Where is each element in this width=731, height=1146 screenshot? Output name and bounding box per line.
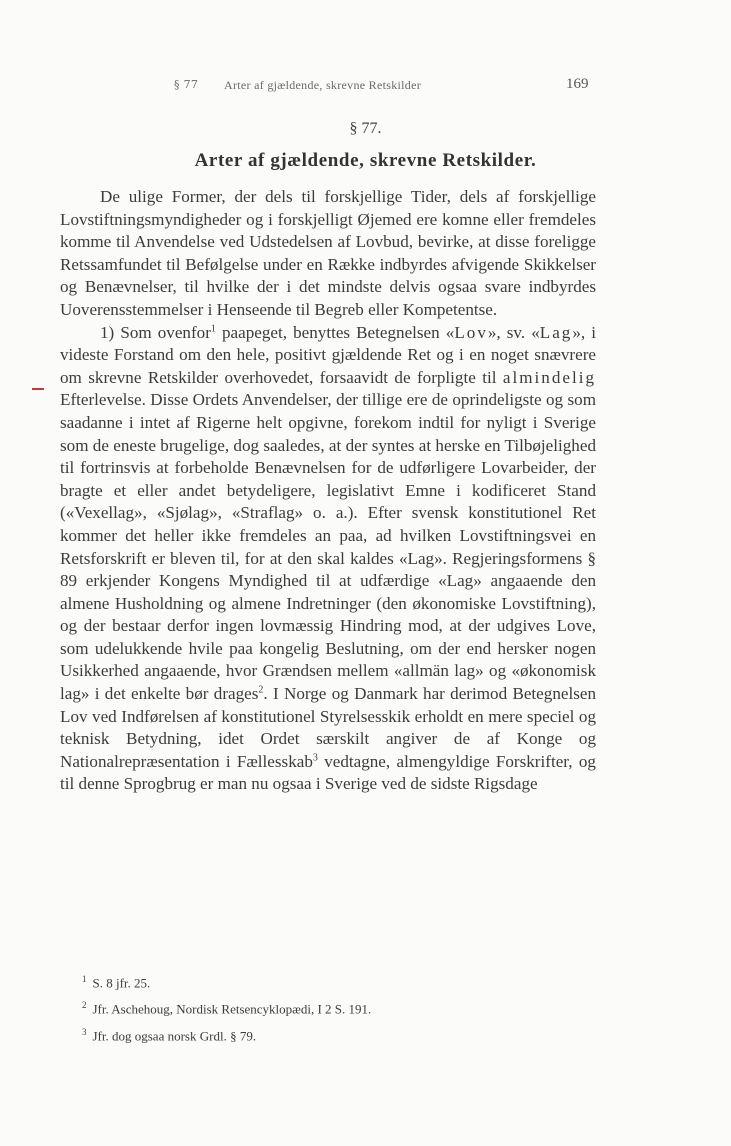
footnote — [82, 968, 582, 994]
term-lov: Lov — [454, 322, 488, 342]
footnotes — [82, 968, 582, 1047]
running-head-section: § 77 — [174, 78, 199, 91]
footnote — [82, 994, 582, 1020]
footnote-mark: 1 — [82, 974, 87, 984]
text-run: vedtagne, almengyldige Forskrifter, og til denne Sprogbrug er man nu ogsaa i Sverige ved de sidste Rigsdage — [60, 751, 596, 794]
text-run: », i videste Forstand om den hele, positivt gjældende Ret og i en noget snævrere om skrevne Retskilder overhovedet, forsaavidt de forpligte til — [60, 322, 597, 387]
text-run: », sv. « — [487, 322, 540, 342]
footnote-text: S. 8 jfr. 25. — [92, 975, 151, 991]
margin-mark — [32, 388, 44, 390]
paragraph-1: De ulige Former, der dels til forskjellige Tider, dels af forskjellige Lovstiftningsmyndigheder og i forskjelligt Øjemed ere komne eller fremdeles komme til Anvendelse ved Udstedelsen af Lovbud, bevirke, at disse foreligge Retssamfundet til Befølgelse under en Række indbyrdes afvigende Skikkelser og Benævnelser, til hvilke der i det mindste delvis ogsaa svare indbyrdes Uoverensstemmelser i Henseende til Begreb eller Kompetentse. — [60, 187, 596, 319]
text-run: Efterlevelse. Disse Ordets Anvendelser, der tillige ere de oprindeligste og som saadanne i intet af Rigerne helt opgivne, forekom indtil for nyligt i Sverige som de eneste brugelige, dog saaledes, at der syntes at herske en Tilbøjelighed til fortrinsvis at forbeholde Benævnelsen for de udførligere Lovarbeider, der bragte et eller andet betydeligere, legislativt Emne i kodificeret Stand («Vexellag», «Sjølag», «Straflag» o. a.). Efter svensk konstitutionel Ret kommer det heller ikke fremdeles an paa, ad hvilken Lovstiftningsvei en Retsforskrift er bleven til, for at den skal kaldes «Lag». Regjeringsformens § 89 erkjender Kongens Myndighed til at udfærdige «Lag» angaaende den almene Husholdning og almene Indretninger (den økonomiske Lovstiftning), og der bestaar derfor ingen lovmæssig Hindring mod, at der udgives Love, som udelukkende hvile paa kongelig Beslutning, om der end hersker nogen Usikkerhed angaaende, hvor Grændsen mellem «allmän lag» og «økonomisk lag» i det enkelte bør drages — [60, 390, 596, 704]
footnote — [82, 1021, 582, 1047]
term-lag: Lag — [539, 322, 573, 342]
footnote-text: Jfr. Aschehoug, Nordisk Retsencyklopædi, I 2 S. 191. — [92, 1001, 372, 1017]
footnote-ref-2: 2 — [258, 684, 264, 696]
footnote-ref-1: 1 — [210, 322, 216, 334]
chapter-title: Arter af gjældende, skrevne Retskilder. — [194, 150, 537, 171]
footnote-text: Jfr. dog ogsaa norsk Grdl. § 79. — [92, 1027, 257, 1043]
text-run: . I Norge og Danmark har derimod Betegnelsen Lov ved Indførelsen af konstitutionel Styrelsesskik erholdt en mere speciel og teknisk Betydning, idet Ordet særskilt angiver de af Konge og Nationalrepræsentation i Fællesskab — [60, 684, 596, 771]
footnote-mark: 3 — [82, 1026, 87, 1037]
text-run: 1) Som ovenfor — [100, 322, 211, 342]
footnote-mark: 2 — [82, 1000, 87, 1011]
text-run: paapeget, benyttes Betegnelsen « — [215, 322, 455, 342]
paragraph-2 — [60, 322, 596, 796]
body-text — [60, 186, 596, 796]
footnote-ref-3: 3 — [312, 752, 318, 764]
section-number: § 77. — [349, 120, 382, 137]
running-head-title: Arter af gjældende, skrevne Retskilder — [224, 78, 422, 92]
term-almindelig: almindelig — [502, 367, 596, 387]
page-number: 169 — [566, 76, 589, 92]
